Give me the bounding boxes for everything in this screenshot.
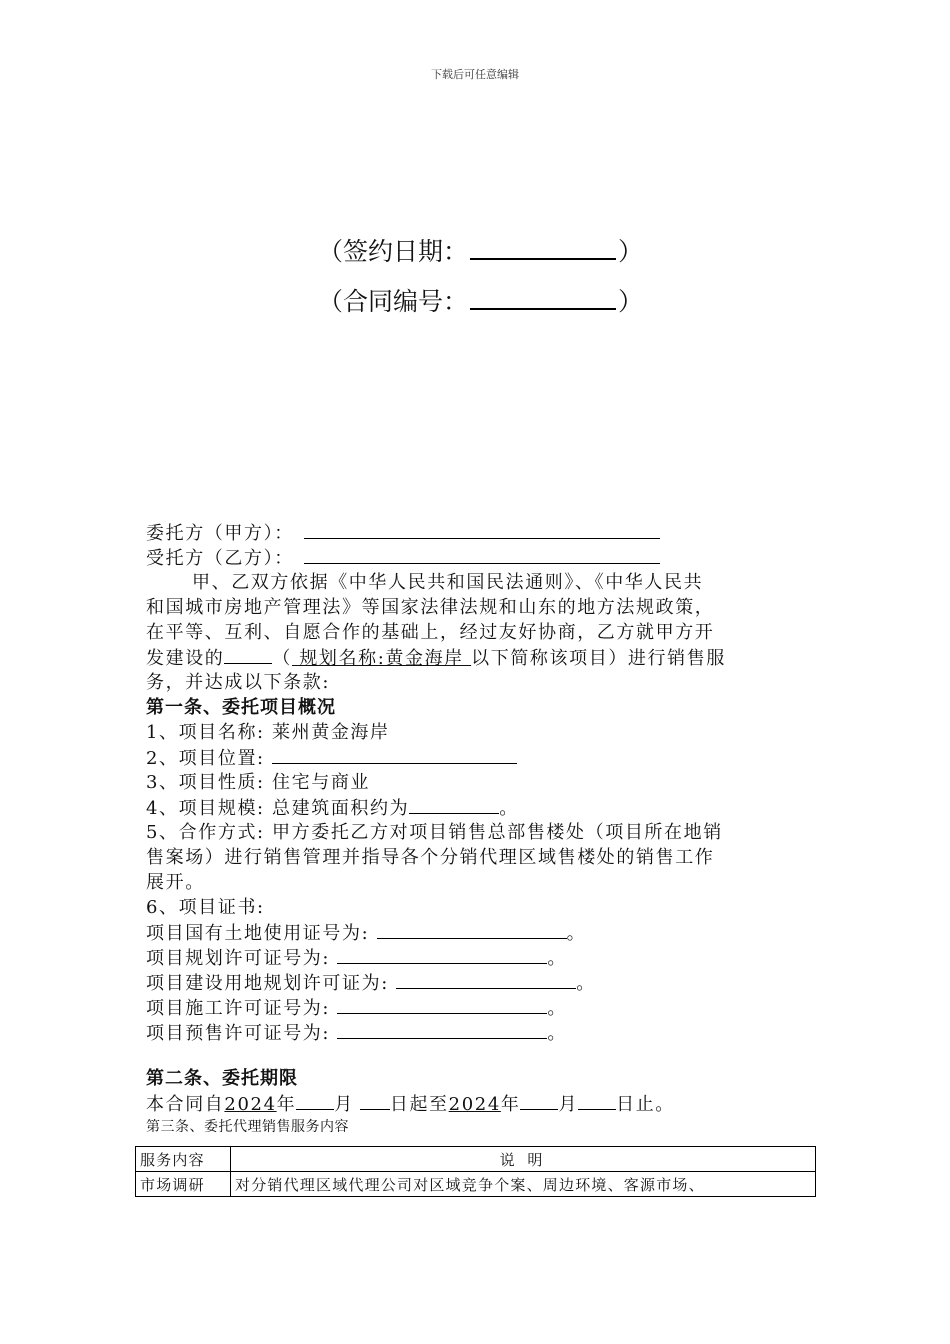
area-blank[interactable] [409, 795, 499, 814]
cert-construction: 项目施工许可证号为: 。 [146, 995, 810, 1020]
start-day-blank[interactable] [360, 1091, 390, 1110]
cert-blank[interactable] [337, 1020, 547, 1039]
table-header-row [136, 1147, 816, 1172]
cert-land-use: 项目国有土地使用证号为: 。 [146, 920, 810, 945]
agent-party-blank[interactable] [304, 545, 660, 564]
item-project-nature: 3、项目性质: 住宅与商业 [146, 772, 371, 793]
table-cell: 对分销代理区域代理公司对区域竞争个案、周边环境、客源市场、 [231, 1172, 816, 1197]
intro-paragraph-line: 甲、乙双方依据《中华人民共和国民法通则》、《中华人民共 [192, 572, 704, 593]
client-party-blank[interactable] [304, 520, 660, 539]
start-year: 2024 [224, 1094, 277, 1115]
article1-title: 第一条、委托项目概况 [146, 697, 336, 718]
item-cooperation: 5、合作方式: 甲方委托乙方对项目销售总部售楼处（项目所在地销 [146, 822, 723, 843]
end-year: 2024 [448, 1094, 501, 1115]
signing-date-line: （签约日期： ） [318, 237, 644, 266]
cert-blank[interactable] [377, 920, 567, 939]
location-blank[interactable] [272, 745, 517, 764]
contract-body [146, 520, 810, 1138]
header-note: 下载后可任意编辑 [431, 68, 519, 81]
item-project-name: 1、项目名称: 莱州黄金海岸 [146, 722, 390, 743]
term-line: 本合同自2024年 月 日起至2024年 月 日止。 [146, 1091, 810, 1116]
cert-land-planning: 项目建设用地规划许可证为: 。 [146, 970, 810, 995]
cert-planning: 项目规划许可证号为: 。 [146, 945, 810, 970]
project-number-blank[interactable] [224, 645, 272, 664]
intro-paragraph-line: 务，并达成以下条款: [146, 672, 331, 693]
intro-paragraph-line: 在平等、互利、自愿合作的基础上，经过友好协商，乙方就甲方开 [146, 622, 715, 643]
cert-blank[interactable] [337, 995, 547, 1014]
item-project-location: 2、项目位置: [146, 745, 810, 770]
start-month-blank[interactable] [296, 1091, 334, 1110]
agent-party-line: 受托方（乙方）： [146, 545, 810, 570]
article2-title: 第二条、委托期限 [146, 1068, 298, 1089]
end-day-blank[interactable] [578, 1091, 616, 1110]
item-cooperation: 展开。 [146, 872, 205, 893]
contract-number-line: （合同编号： ） [318, 287, 644, 316]
intro-paragraph-line: 发建设的 （ 规划名称:黄金海岸 以下简称该项目）进行销售服 [146, 645, 810, 670]
item-certificates: 6、项目证书: [146, 897, 265, 918]
item-project-scale: 4、项目规模: 总建筑面积约为 。 [146, 795, 810, 820]
cert-blank[interactable] [396, 970, 576, 989]
end-month-blank[interactable] [520, 1091, 558, 1110]
article3-title: 第三条、委托代理销售服务内容 [146, 1119, 349, 1135]
signing-date-label: （签约日期： [318, 237, 469, 266]
table-header-cell: 说 明 [231, 1147, 816, 1172]
contract-number-blank[interactable] [470, 286, 616, 310]
cert-presale: 项目预售许可证号为: 。 [146, 1020, 810, 1045]
service-content-table [135, 1146, 816, 1197]
intro-paragraph-line: 和国城市房地产管理法》等国家法律法规和山东的地方法规政策， [146, 597, 715, 618]
plan-name: 规划名称:黄金海岸 [292, 648, 472, 669]
table-header-cell: 服务内容 [136, 1147, 231, 1172]
contract-number-label: （合同编号： [318, 287, 469, 316]
item-cooperation: 售案场）进行销售管理并指导各个分销代理区域售楼处的销售工作 [146, 847, 715, 868]
table-row [136, 1172, 816, 1197]
table-cell: 市场调研 [136, 1172, 231, 1197]
signing-date-blank[interactable] [470, 236, 616, 260]
cert-blank[interactable] [337, 945, 547, 964]
client-party-line: 委托方（甲方）： [146, 520, 810, 545]
